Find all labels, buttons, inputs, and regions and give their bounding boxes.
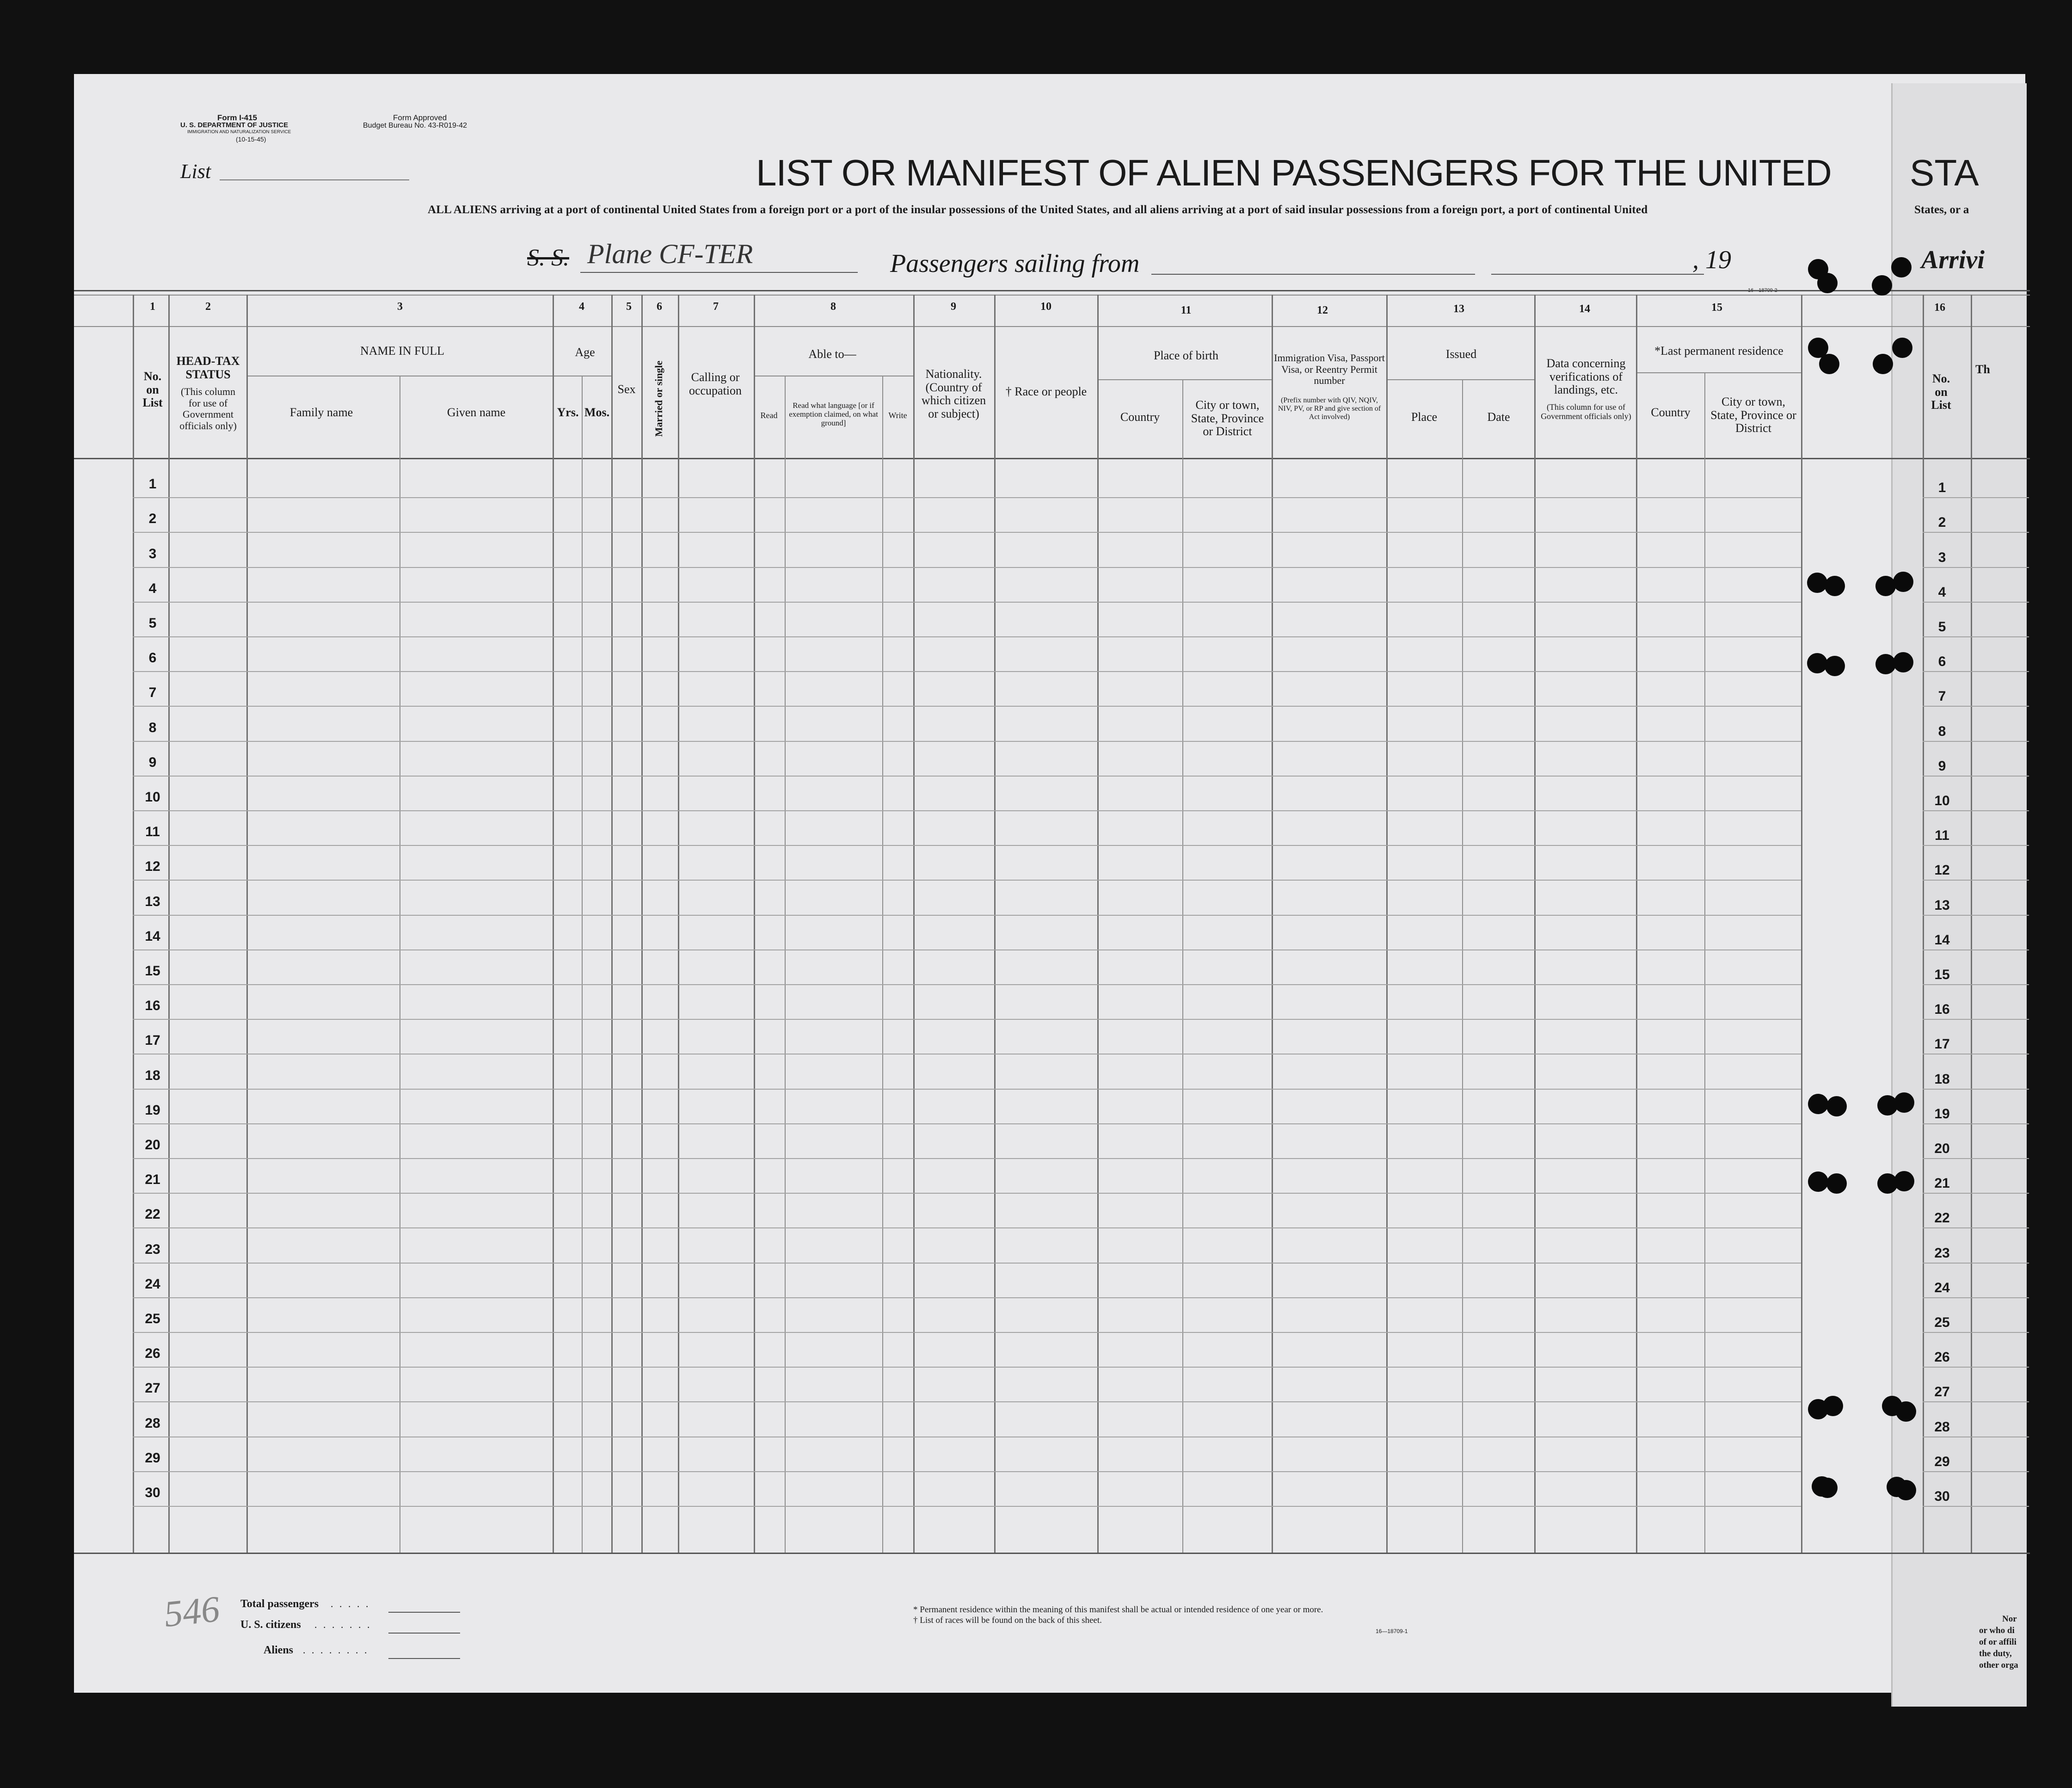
row-number-right: 12: [1934, 863, 1950, 878]
row-number-right: 21: [1934, 1176, 1950, 1191]
read-header: Read: [760, 411, 778, 420]
right-footer-1: Nor: [2002, 1614, 2017, 1624]
row-line: [133, 1089, 1801, 1090]
data-concerning-header: Data concerning verifications of landings, etc.: [1546, 357, 1626, 397]
row-number-right: 3: [1938, 549, 1946, 565]
row-line: [133, 1123, 1801, 1124]
row-line: [133, 810, 1801, 811]
row-line-right: [1923, 1019, 2029, 1020]
row-line-right: [1923, 810, 2029, 811]
row-line-right: [1923, 949, 2029, 950]
col-line-n: [994, 295, 996, 1553]
vessel-name: Plane CF-TER: [587, 239, 753, 269]
print-code-bottom: 16—18709-1: [1376, 1628, 1408, 1634]
col-line-f: [582, 376, 583, 1553]
col-line-c: [246, 295, 248, 1553]
row-line-right: [1923, 984, 2029, 985]
row-number: 21: [145, 1172, 160, 1188]
us-citizens-label: U. S. citizens: [240, 1619, 301, 1631]
row-number: 24: [145, 1276, 160, 1292]
punch-hole: [1807, 653, 1827, 673]
col-line-e: [553, 295, 554, 1553]
subtitle: ALL ALIENS arriving at a port of continental United States from a foreign port or a port of the insular possessions of the United States, and all aliens arriving at a port of said insular possessions from a foreign port, a port of continental United: [428, 203, 1648, 216]
punch-hole: [1872, 275, 1892, 296]
colnum-13: 13: [1453, 303, 1464, 315]
sailing-from-line: [1151, 274, 1475, 275]
row-number: 1: [148, 476, 157, 492]
colnum-3: 3: [397, 301, 403, 313]
row-line-right: [1923, 497, 2029, 498]
colnum-7: 7: [713, 301, 719, 313]
punch-hole: [1817, 273, 1838, 293]
row-line: [133, 497, 1801, 498]
page-title: LIST OR MANIFEST OF ALIEN PASSENGERS FOR THE UNITED: [756, 152, 1832, 193]
row-line: [133, 567, 1801, 568]
row-line-right: [1923, 1332, 2029, 1333]
col-line-v: [1704, 372, 1705, 1553]
visa-note: (Prefix number with QIV, NQIV, NIV, PV, or RP and give section of Act involved): [1278, 396, 1381, 421]
row-number: 26: [145, 1346, 160, 1362]
row-line-right: [1923, 1471, 2029, 1472]
date-header: Date: [1487, 410, 1510, 424]
row-number: 30: [145, 1485, 160, 1500]
row-number-right: 18: [1934, 1071, 1950, 1087]
row-line-right: [1923, 1089, 2029, 1090]
row-line: [133, 1193, 1801, 1194]
right-col-header: Th: [1975, 363, 1990, 376]
row-line-right: [1923, 915, 2029, 916]
no-on-list-header: No. on List: [142, 370, 163, 410]
footnote-residence: * Permanent residence within the meaning of this manifest shall be actual or intended residence of one year or more.: [913, 1605, 1323, 1615]
row-number-right: 19: [1934, 1106, 1950, 1122]
row-number-right: 8: [1938, 723, 1946, 739]
row-line-right: [1923, 1263, 2029, 1264]
row-line: [133, 602, 1801, 603]
form-date: (10-15-45): [236, 136, 266, 143]
row-line: [133, 532, 1801, 533]
list-underline: [220, 179, 409, 180]
punch-hole: [1807, 573, 1827, 593]
row-line-right: [1923, 845, 2029, 846]
row-number: 27: [145, 1381, 160, 1396]
row-number: 5: [148, 616, 157, 631]
colnum-8: 8: [830, 301, 836, 313]
col-line-u: [1636, 295, 1637, 1553]
punch-hole: [1826, 1096, 1847, 1116]
sex-header: Sex: [617, 382, 636, 396]
row-number: 16: [145, 998, 160, 1014]
colnum-15: 15: [1711, 302, 1722, 314]
form-approved: Form Approved: [393, 113, 447, 122]
punch-hole: [1893, 652, 1913, 672]
list-label: List: [180, 160, 211, 183]
right-footer-5: other orga: [1979, 1660, 2018, 1670]
date-line: [1491, 274, 1704, 275]
colnum-11: 11: [1180, 304, 1192, 316]
colnum-16: 16: [1934, 302, 1945, 314]
row-number: 8: [148, 720, 157, 735]
row-number: 29: [145, 1450, 160, 1466]
colnum-2: 2: [205, 301, 211, 313]
table-top-line: [74, 290, 2030, 291]
col-line-l: [882, 376, 883, 1553]
punch-hole: [1896, 1480, 1916, 1500]
total-passengers-label: Total passengers: [240, 1598, 319, 1610]
row-number-right: 26: [1934, 1350, 1950, 1365]
row-number-right: 24: [1934, 1280, 1950, 1295]
row-number: 4: [148, 580, 157, 596]
service: IMMIGRATION AND NATURALIZATION SERVICE: [187, 129, 291, 135]
place-header: Place: [1411, 410, 1438, 424]
col-line-i: [678, 295, 679, 1553]
row-number: 17: [145, 1033, 160, 1048]
row-number: 15: [145, 963, 160, 979]
row-line-right: [1923, 602, 2029, 603]
country2-header: Country: [1651, 406, 1691, 419]
given-name-header: Given name: [447, 406, 506, 419]
vessel-underline: [580, 272, 858, 273]
colnum-5: 5: [626, 301, 632, 313]
row-line: [133, 1158, 1801, 1159]
read-what-header: Read what language [or if exemption claimed, on what ground]: [789, 401, 878, 428]
citizens-line: [388, 1633, 460, 1634]
table-top-line-2: [74, 295, 2030, 296]
city2-header: City or town, State, Province or District: [1710, 395, 1796, 435]
row-number-right: 28: [1934, 1419, 1950, 1435]
row-number: 12: [145, 859, 160, 875]
row-line: [133, 880, 1801, 881]
birth-sub-line: [1098, 379, 1272, 380]
punch-hole: [1896, 1401, 1916, 1422]
right-footer-2: or who di: [1979, 1626, 2015, 1635]
col-line-q: [1272, 295, 1273, 1553]
row-number-right: 27: [1934, 1384, 1950, 1400]
row-line: [133, 984, 1801, 985]
yrs-header: Yrs.: [557, 406, 579, 419]
row-line-right: [1923, 1227, 2029, 1228]
city-header: City or town, State, Province or District: [1191, 398, 1264, 438]
footnote-races: † List of races will be found on the back of this sheet.: [913, 1615, 1102, 1625]
able-to-header: Able to—: [808, 347, 856, 361]
ss-label: S. S.: [527, 245, 569, 271]
punch-hole: [1891, 257, 1912, 277]
col-line-h: [641, 295, 643, 1553]
aliens-dots: . . . . . . . .: [303, 1644, 369, 1656]
row-number-right: 17: [1934, 1036, 1950, 1052]
data-concerning-note: (This column for use of Government officials only): [1541, 402, 1631, 421]
punch-hole: [1812, 1476, 1832, 1497]
row-line: [133, 1019, 1801, 1020]
row-line-right: [1923, 532, 2029, 533]
arriving-label: Arrivi: [1921, 246, 1985, 274]
row-number: 28: [145, 1415, 160, 1431]
page-title-right: STA: [1910, 152, 1979, 193]
row-number: 14: [145, 928, 160, 944]
colnum-6: 6: [657, 301, 662, 313]
row-number: 3: [148, 546, 157, 561]
col-line-t: [1534, 295, 1536, 1553]
colnum-1: 1: [150, 301, 155, 313]
row-line: [133, 1263, 1801, 1264]
handwritten-number: 546: [162, 1588, 222, 1635]
col-line-w: [1801, 295, 1802, 1553]
budget-bureau: Budget Bureau No. 43-R019-42: [363, 122, 467, 129]
row-line: [133, 1297, 1801, 1298]
row-number-right: 23: [1934, 1245, 1950, 1261]
punch-hole: [1873, 354, 1893, 374]
table-bottom-line: [74, 1553, 2030, 1554]
manifest-sheet: [74, 74, 2025, 1693]
punch-hole: [1894, 1092, 1914, 1113]
row-line-right: [1923, 671, 2029, 672]
row-line: [133, 671, 1801, 672]
row-line-right: [1923, 1158, 2029, 1159]
header-bottom-line: [74, 458, 2030, 459]
col-line-j: [754, 295, 755, 1553]
last-residence-header: *Last permanent residence: [1654, 344, 1783, 358]
row-number-right: 9: [1938, 758, 1946, 774]
row-line: [133, 706, 1801, 707]
col-line-p: [1182, 379, 1183, 1553]
col-line-r: [1386, 295, 1388, 1553]
row-line-right: [1923, 1367, 2029, 1368]
col-line-a: [133, 295, 134, 1553]
colnum-12: 12: [1317, 304, 1328, 316]
row-line-right: [1923, 880, 2029, 881]
place-of-birth-header: Place of birth: [1153, 349, 1219, 362]
married-header: Married or single: [652, 360, 664, 437]
row-line: [133, 1506, 1801, 1507]
aliens-line: [388, 1658, 460, 1659]
col-line-k: [785, 376, 786, 1553]
col-line-g: [611, 295, 613, 1553]
family-name-header: Family name: [289, 406, 353, 419]
aliens-label: Aliens: [264, 1644, 294, 1656]
col-line-m: [913, 295, 915, 1553]
row-number-right: 13: [1934, 897, 1950, 913]
row-line: [133, 1332, 1801, 1333]
punch-hole: [1826, 1173, 1847, 1194]
row-line-right: [1923, 776, 2029, 777]
row-number: 2: [148, 511, 157, 527]
row-line: [133, 915, 1801, 916]
punch-hole: [1808, 1171, 1828, 1192]
row-number-right: 25: [1934, 1315, 1950, 1330]
colnum-10: 10: [1040, 301, 1051, 313]
row-number-right: 30: [1934, 1489, 1950, 1504]
col-line-x: [1923, 295, 1924, 1553]
row-number: 13: [145, 894, 160, 909]
row-line: [133, 776, 1801, 777]
row-line-right: [1923, 1297, 2029, 1298]
row-number: 10: [145, 789, 160, 805]
row-line: [133, 1401, 1801, 1402]
row-number-right: 20: [1934, 1141, 1950, 1156]
punch-hole: [1825, 576, 1845, 596]
row-line-right: [1923, 741, 2029, 742]
visa-header: Immigration Visa, Passport Visa, or Reentry Permit number: [1274, 352, 1385, 387]
head-tax-note: (This column for use of Government officials only): [179, 386, 237, 432]
row-number: 7: [148, 685, 157, 701]
total-dots: . . . . .: [331, 1598, 370, 1609]
write-header: Write: [888, 411, 907, 420]
row-number-right: 10: [1934, 793, 1950, 808]
row-number-right: 22: [1934, 1210, 1950, 1226]
row-number-right: 11: [1935, 828, 1949, 844]
head-tax-header: HEAD-TAX STATUS: [176, 354, 240, 381]
total-line: [388, 1612, 460, 1613]
row-line-right: [1923, 636, 2029, 637]
punch-hole: [1823, 1396, 1843, 1416]
punch-hole: [1894, 1171, 1914, 1191]
citizens-dots: . . . . . . .: [314, 1619, 372, 1630]
name-in-full-header: NAME IN FULL: [360, 344, 444, 358]
punch-hole: [1819, 354, 1839, 374]
year-label: , 19: [1692, 246, 1731, 274]
residence-sub-line: [1637, 372, 1801, 373]
colnum-14: 14: [1579, 303, 1590, 315]
punch-hole: [1892, 338, 1912, 358]
row-number: 6: [148, 650, 157, 666]
row-number-right: 1: [1938, 480, 1946, 496]
row-number: 25: [145, 1311, 160, 1326]
colnum-9: 9: [951, 301, 956, 313]
row-number-right: 5: [1938, 619, 1946, 635]
row-number-right: 16: [1934, 1002, 1950, 1017]
issued-sub-line: [1386, 379, 1534, 380]
nationality-header: Nationality. (Country of which citizen or subject): [921, 367, 986, 420]
right-footer-3: of or affili: [1979, 1637, 2017, 1647]
mos-header: Mos.: [584, 406, 610, 419]
row-line: [133, 741, 1801, 742]
row-number-right: 6: [1938, 654, 1946, 670]
row-line: [133, 1367, 1801, 1368]
row-line: [133, 1227, 1801, 1228]
subtitle-right: States, or a: [1914, 203, 1969, 216]
row-number: 18: [145, 1067, 160, 1083]
punch-hole: [1893, 572, 1913, 592]
colnum-4: 4: [579, 301, 584, 313]
row-line-right: [1923, 1193, 2029, 1194]
issued-header: Issued: [1445, 347, 1477, 361]
no-on-list-header-right: No. on List: [1931, 372, 1951, 412]
row-line-right: [1923, 706, 2029, 707]
row-number-right: 4: [1938, 584, 1946, 600]
row-line: [133, 845, 1801, 846]
country-header: Country: [1120, 410, 1160, 424]
row-line-right: [1923, 567, 2029, 568]
age-header: Age: [575, 345, 595, 359]
row-line-right: [1923, 1506, 2029, 1507]
colnum-line: [74, 326, 2030, 327]
race-header: † Race or people: [1005, 385, 1087, 398]
row-number: 11: [145, 824, 160, 840]
punch-hole: [1808, 1094, 1828, 1114]
row-number-right: 2: [1938, 515, 1946, 530]
department: U. S. DEPARTMENT OF JUSTICE: [180, 121, 289, 129]
row-number-right: 14: [1934, 932, 1950, 948]
col-line-s: [1462, 379, 1463, 1553]
punch-hole: [1875, 576, 1896, 596]
calling-header: Calling or occupation: [689, 370, 742, 397]
col-line-o: [1097, 295, 1099, 1553]
row-line: [133, 636, 1801, 637]
row-line: [133, 949, 1801, 950]
form-number: Form I-415: [217, 113, 257, 122]
row-line: [133, 1471, 1801, 1472]
row-number: 23: [145, 1241, 160, 1257]
row-number-right: 7: [1938, 689, 1946, 704]
row-number: 19: [145, 1102, 160, 1118]
row-number: 9: [148, 754, 157, 770]
punch-hole: [1825, 656, 1845, 676]
row-line-right: [1923, 1123, 2029, 1124]
sailing-label: Passengers sailing from: [890, 249, 1140, 278]
row-number-right: 15: [1934, 967, 1950, 982]
right-footer-4: the duty,: [1979, 1649, 2012, 1659]
row-line-right: [1923, 1401, 2029, 1402]
row-number: 22: [145, 1207, 160, 1222]
col-line-y: [1971, 295, 1972, 1553]
row-number: 20: [145, 1137, 160, 1153]
row-number-right: 29: [1934, 1454, 1950, 1469]
